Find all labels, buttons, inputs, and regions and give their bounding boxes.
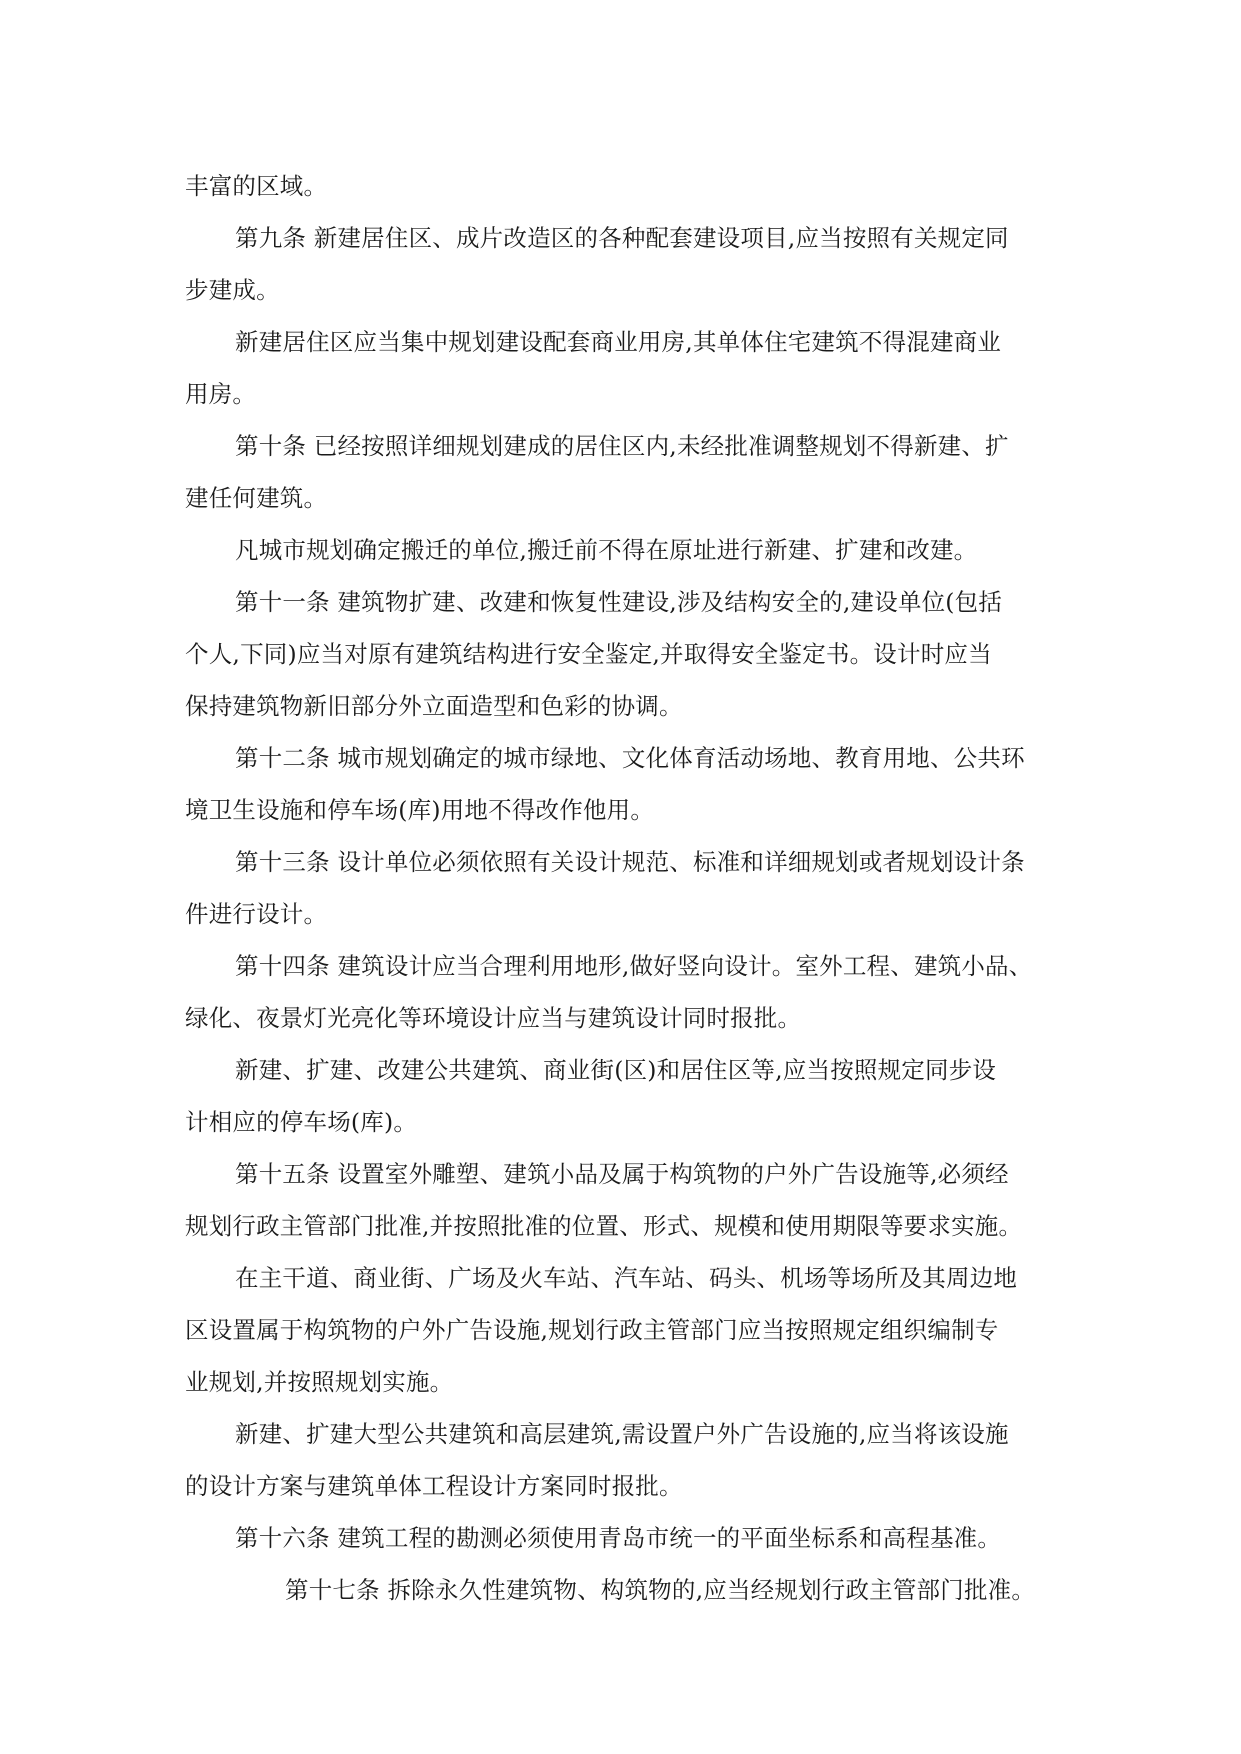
text-line: 在主干道、商业街、广场及火车站、汽车站、码头、机场等场所及其周边地 <box>235 1264 1018 1292</box>
text-line: 境卫生设施和停车场(库)用地不得改作他用。 <box>185 796 655 824</box>
article-15-line: 第十五条 设置室外雕塑、建筑小品及属于构筑物的户外广告设施等,必须经 <box>235 1160 1009 1188</box>
article-12-line: 第十二条 城市规划确定的城市绿地、文化体育活动场地、教育用地、公共环 <box>235 744 1025 772</box>
text-line: 步建成。 <box>185 276 280 304</box>
text-line: 建任何建筑。 <box>185 484 328 512</box>
article-9-line: 第九条 新建居住区、成片改造区的各种配套建设项目,应当按照有关规定同 <box>235 224 1009 252</box>
text-line: 区设置属于构筑物的户外广告设施,规划行政主管部门应当按照规定组织编制专 <box>185 1316 999 1344</box>
text-line: 保持建筑物新旧部分外立面造型和色彩的协调。 <box>185 692 683 720</box>
text-line: 件进行设计。 <box>185 900 328 928</box>
article-11-line: 第十一条 建筑物扩建、改建和恢复性建设,涉及结构安全的,建设单位(包括 <box>235 588 1003 616</box>
article-16-line: 第十六条 建筑工程的勘测必须使用青岛市统一的平面坐标系和高程基准。 <box>235 1524 1002 1552</box>
text-line: 用房。 <box>185 380 257 408</box>
text-line: 新建居住区应当集中规划建设配套商业用房,其单体住宅建筑不得混建商业 <box>235 328 1002 356</box>
text-line: 个人,下同)应当对原有建筑结构进行安全鉴定,并取得安全鉴定书。设计时应当 <box>185 640 992 668</box>
article-14-line: 第十四条 建筑设计应当合理利用地形,做好竖向设计。室外工程、建筑小品、 <box>235 952 1033 980</box>
article-17-line: 第十七条 拆除永久性建筑物、构筑物的,应当经规划行政主管部门批准。 <box>285 1576 1036 1604</box>
text-line: 丰富的区域。 <box>185 172 328 200</box>
article-10-line: 第十条 已经按照详细规划建成的居住区内,未经批准调整规划不得新建、扩 <box>235 432 1009 460</box>
text-line: 凡城市规划确定搬迁的单位,搬迁前不得在原址进行新建、扩建和改建。 <box>235 536 978 564</box>
text-line: 计相应的停车场(库)。 <box>185 1108 418 1136</box>
article-13-line: 第十三条 设计单位必须依照有关设计规范、标准和详细规划或者规划设计条 <box>235 848 1025 876</box>
text-line: 新建、扩建、改建公共建筑、商业街(区)和居住区等,应当按照规定同步设 <box>235 1056 997 1084</box>
regulation-text <box>185 160 1060 1616</box>
text-line: 业规划,并按照规划实施。 <box>185 1368 454 1396</box>
text-line: 规划行政主管部门批准,并按照批准的位置、形式、规模和使用期限等要求实施。 <box>185 1212 1023 1240</box>
text-line: 的设计方案与建筑单体工程设计方案同时报批。 <box>185 1472 683 1500</box>
text-line: 新建、扩建大型公共建筑和高层建筑,需设置户外广告设施的,应当将该设施 <box>235 1420 1009 1448</box>
text-line: 绿化、夜景灯光亮化等环境设计应当与建筑设计同时报批。 <box>185 1004 802 1032</box>
